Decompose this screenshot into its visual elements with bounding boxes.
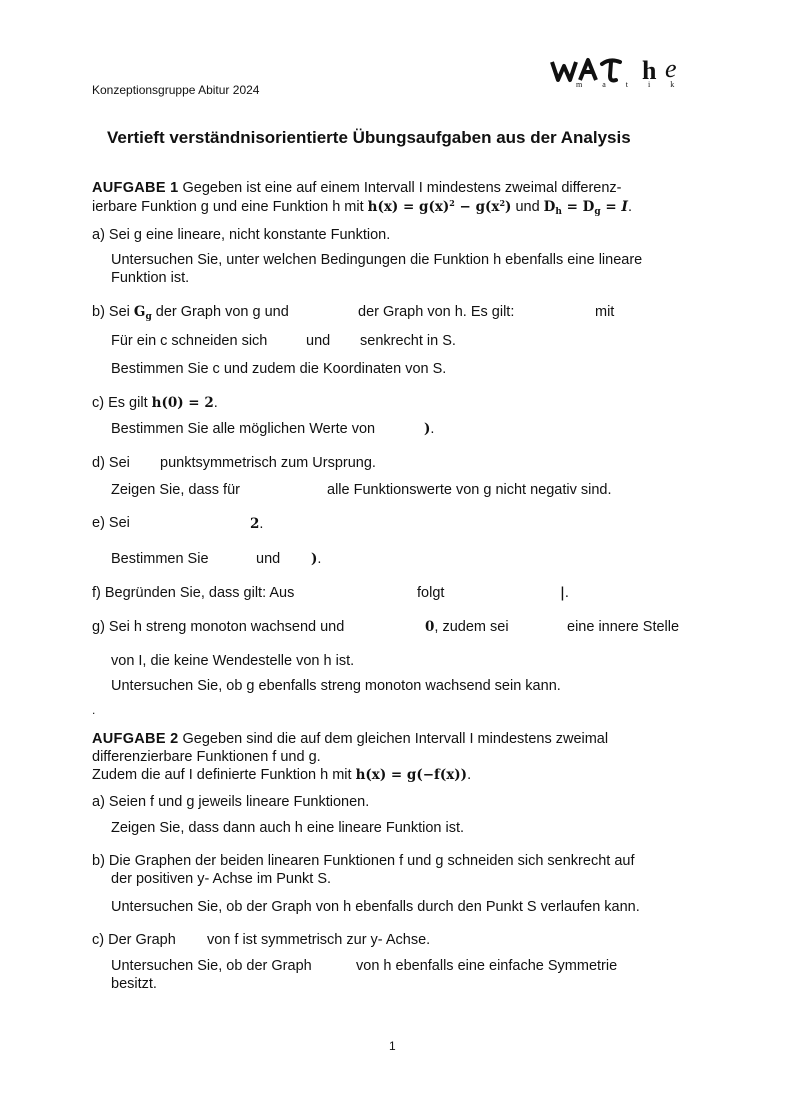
aufgabe1-a-line1: a) Sei g eine lineare, nicht konstante Funktion. [92,227,391,243]
aufgabe2-b-line2: der positiven y- Achse im Punkt S. [111,871,332,887]
formula-h-definition: $h(x) = g(x)^2 - g(x^2)$ [367,198,512,215]
logo-letter-e: e [665,54,677,83]
aufgabe2-c-line2b: von h ebenfalls eine einfache Symmetrie [356,958,618,974]
aufgabe2-label: AUFGABE 2 [92,731,179,747]
aufgabe1-d-line1a: d) Sei [92,455,130,471]
aufgabe1-d-line2b: alle Funktionswerte von g nicht negativ sind. [327,482,612,498]
aufgabe1-a-line3: Funktion ist. [111,270,190,286]
aufgabe2-intro-line1: AUFGABE 2 Gegeben sind die auf dem gleichen Intervall I mindestens zweimal [92,731,609,747]
aufgabe1-b-line1: b) Sei $G_g$ der Graph von g und [92,304,289,322]
aufgabe2-b-line3: Untersuchen Sie, ob der Graph von h ebenfalls durch den Punkt S verlaufen kann. [111,899,640,915]
aufgabe2-a-line2: Zeigen Sie, dass dann auch h eine lineare Funktion ist. [111,820,465,836]
aufgabe1-c-line2b: ). [424,421,435,437]
aufgabe1-f-line1a: f) Begründen Sie, dass gilt: Aus [92,585,295,601]
formula-graph-g: $G_g$ [133,304,152,322]
aufgabe1-b-line1-graph-h: der Graph von h. Es gilt: [358,304,515,320]
aufgabe2-a-line1: a) Seien f und g jeweils lineare Funktionen. [92,794,370,810]
aufgabe1-label: AUFGABE 1 [92,180,179,196]
aufgabe1-g-line1b: 0, zudem sei [425,619,509,635]
aufgabe1-b-line1-mit: mit [595,304,615,320]
formula-domain: $D_h = D_g = I$ [543,199,628,217]
aufgabe1-g-line2: von I, die keine Wendestelle von h ist. [111,653,355,669]
aufgabe2-intro-line2: differenzierbare Funktionen f und g. [92,749,321,765]
aufgabe1-c-line1: c) Es gilt h(0) = 2. [92,395,218,411]
aufgabe1-d-line1b: punktsymmetrisch zum Ursprung. [160,455,376,471]
aufgabe1-b-line3: Bestimmen Sie c und zudem die Koordinaten von S. [111,361,447,377]
aufgabe1-a-line2: Untersuchen Sie, unter welchen Bedingungen die Funktion h ebenfalls eine lineare [111,252,643,268]
logo-letter-h: h [642,56,657,85]
separator-dot: . [92,703,96,717]
aufgabe1-e-line1a: e) Sei [92,515,130,531]
mathematik-logo [550,52,690,92]
aufgabe1-d-line2a: Zeigen Sie, dass für [111,482,240,498]
aufgabe1-b-line2a: Für ein c schneiden sich [111,333,268,349]
aufgabe1-b-line2c: senkrecht in S. [360,333,456,349]
aufgabe1-e-line2b: und [256,551,281,567]
aufgabe1-e-line2a: Bestimmen Sie [111,551,209,567]
formula-h-composition: h(x) = g(−f(x)) [355,767,468,783]
page-number: 1 [389,1039,396,1053]
aufgabe1-f-line1b: folgt [417,585,445,601]
aufgabe2-c-line2a: Untersuchen Sie, ob der Graph [111,958,312,974]
aufgabe1-e-line2c: ). [311,551,322,567]
aufgabe1-g-line1d: eine innere Stelle [567,619,680,635]
aufgabe1-f-line1c: |. [560,585,569,601]
aufgabe2-c-line1a: c) Der Graph [92,932,176,948]
aufgabe1-b-line2b: und [306,333,331,349]
aufgabe1-g-line3: Untersuchen Sie, ob g ebenfalls streng monoton wachsend sein kann. [111,678,561,694]
logo-subtitle: m a t i k [576,80,684,89]
aufgabe1-c-line2a: Bestimmen Sie alle möglichen Werte von [111,421,376,437]
formula-h0: h(0) = 2 [151,395,214,411]
aufgabe2-c-line1b: von f ist symmetrisch zur y- Achse. [207,932,431,948]
aufgabe1-intro-line1: AUFGABE 1 Gegeben ist eine auf einem Intervall I mindestens zweimal differenz- [92,180,622,196]
aufgabe2-b-line1: b) Die Graphen der beiden linearen Funktionen f und g schneiden sich senkrecht auf [92,853,635,869]
aufgabe1-g-line1a: g) Sei h streng monoton wachsend und [92,619,345,635]
page-title: Vertieft verständnisorientierte Übungsaufgaben aus der Analysis [107,128,631,147]
aufgabe1-intro-line2: ierbare Funktion g und eine Funktion h mit $h(x) = g(x)^2 - g(x^2)$ und $D_h = D_g = I$. [92,198,632,217]
header-group: Konzeptionsgruppe Abitur 2024 [92,83,260,97]
aufgabe1-e-line1b: 2. [250,516,264,532]
aufgabe2-c-line3: besitzt. [111,976,157,992]
aufgabe2-intro-line3: Zudem die auf I definierte Funktion h mit h(x) = g(−f(x)). [92,767,472,783]
